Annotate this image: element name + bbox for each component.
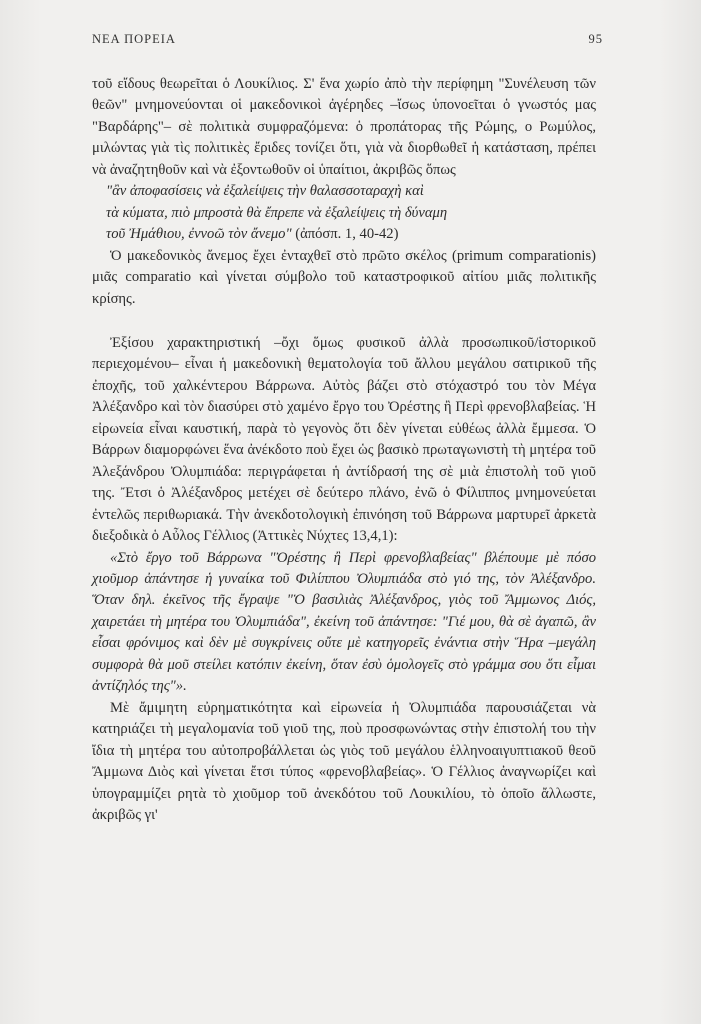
paragraph-2: Ὁ μακεδονικὸς ἄνεμος ἔχει ἐνταχθεῖ στὸ πρῶτο σκέλος (primum comparationis) μιᾶς comparatio καὶ γίνεται σύμβολο τοῦ καταστροφικοῦ αἰτίου μιᾶς πολιτικῆς κρίσης. (92, 247, 596, 307)
verse-line-3-text: τοῦ Ἠμάθιου, ἐννοῶ τὸν ἄνεμο" (106, 226, 292, 243)
paragraph-1: τοῦ εἴδους θεωρεῖται ὁ Λουκίλιος. Σ' ἕνα χωρίο ἀπὸ τὴν περίφημη "Συνέλευση τῶν θεῶν" μνημονεύονται οἱ μακεδονικοὶ ἀγέρηδες –ἴσως ὑπονοεῖται ὁ γνωστός μας "Βαρδάρης"– σὲ πολιτικὰ συμφραζόμενα: ὁ προπάτορας τῆς Ρώμης, ο Ρωμύλος, μιλώντας γιὰ τὶς πολιτικὲς ἔριδες τονίζει ὅτι, γιὰ νὰ διορθωθεῖ ἡ κατάσταση, πρέπει νὰ ἀναζητηθοῦν καὶ νὰ ἐξοντωθοῦν οἱ ὑπαίτιοι, ἀκριβῶς ὅπως (92, 76, 596, 178)
block-quote: «Στὸ ἔργο τοῦ Βάρρωνα "Ὀρέστης ἢ Περὶ φρενοβλαβείας" βλέπουμε μὲ πόσο χιοῦμορ ἀπάντησε ἡ γυναίκα τοῦ Φιλίππου Ὀλυμπιάδα στὸ γιό της, τὸν Ἀλέξανδρο. Ὅταν δηλ. ἐκεῖνος τῆς ἔγραψε "Ὁ βασιλιὰς Ἀλέξανδρος, γιὸς τοῦ Ἄμμωνος Διός, χαιρετάει τὴ μητέρα του Ὀλυμπιάδα", ἐκείνη τοῦ ἀπάντησε: "Γιέ μου, θὰ σὲ ἀγαπῶ, ἂν εἶσαι φρόνιμος καὶ δὲν μὲ συγκρίνεις οὔτε μὲ κατηγορεῖς ἐνάντια στὴν Ἥρα –μεγάλη συμφορὰ θὰ μοῦ στείλει κατόπιν ἐκείνη, ὅταν ἐσὺ ὁμολογεῖς στὸ γράμμα σου ὅτι εἶμαι ἀντίζηλός της"». (92, 549, 596, 695)
verse-line-1: "ἂν ἀποφασίσεις νὰ ἐξαλείψεις τὴν θαλασσοταραχὴ καὶ (106, 183, 424, 200)
paragraph-3: Ἐξίσου χαρακτηριστική –ὄχι ὅμως φυσικοῦ ἀλλὰ προσωπικοῦ/ἱστορικοῦ περιεχομένου– εἶναι ἡ μακεδονικὴ θεματολογία τοῦ ἄλλου μεγάλου σατιρικοῦ τῆς ἐποχῆς, τοῦ χαλκέντερου Βάρρωνα. Αὐτὸς βάζει στὸ στόχαστρό του τὸν Μέγα Ἀλέξανδρο καὶ τὸν διασύρει στὸ χαμένο ἔργο του Ὀρέστης ἢ Περὶ φρενοβλαβείας. Ἡ εἰρωνεία εἶναι καυστική, παρὰ τὸ γεγονὸς ὅτι δὲν γίνεται εὐθέως ἀλλὰ ἔμμεσα. Ὁ Βάρρων διαμορφώνει ἕνα ἀνέκδοτο ποὺ ἔχει ὡς βασικὸ πρωταγωνιστὴ τὴ μητέρα τοῦ Ἀλεξάνδρου Ὀλυμπιάδα: περιγράφεται ἡ ἀντίδρασή της σὲ μιὰ ἐπιστολὴ τοῦ γιοῦ της. Ἔτσι ὁ Ἀλέξανδρος μετέχει σὲ δεύτερο πλάνο, ἐνῶ ὁ Φίλιππος μνημονεύεται ἐντελῶς περιθωριακά. Τὴν ἀνεκδοτολογικὴ ἐπινόηση τοῦ Βάρρωνα μαρτυρεῖ ἀρκετὰ διεξοδικὰ ὁ Αὖλος Γέλλιος (Ἀττικὲς Νύχτες 13,4,1): (92, 334, 596, 545)
page-body (92, 74, 596, 826)
section-gap (92, 310, 596, 333)
running-title: ΝΕΑ ΠΟΡΕΙΑ (92, 32, 176, 46)
verse-reference: (ἀπόσπ. 1, 40-42) (291, 226, 399, 243)
page-number: 95 (588, 32, 603, 46)
verse-line-2: τὰ κύματα, πιὸ μπροστὰ θὰ ἔπρεπε νὰ ἐξαλείψεις τὴ δύναμη (106, 204, 448, 221)
verse-line-3 (92, 224, 596, 245)
paragraph-4: Μὲ ἄμιμητη εὐρηματικότητα καὶ εἰρωνεία ἡ Ὀλυμπιάδα παρουσιάζεται νὰ κατηριάζει τὴ μεγαλομανία τοῦ γιοῦ της, ποὺ προσφωνώντας στὴν ἐπιστολή του τὴν ἴδια τὴ μητέρα του αὐτοπροβάλλεται ὡς γιὸς τοῦ μεγάλου ἑλληνοαιγυπτιακοῦ θεοῦ Ἄμμωνα Διὸς καὶ γίνεται ἔτσι τύπος «φρενοβλαβείας». Ὁ Γέλλιος ἀναγνωρίζει καὶ ὑπογραμμίζει ρητὰ τὸ χιοῦμορ τοῦ ἀνεκδότου τοῦ Λουκιλίου, τὸ ὁποῖο ἄλλωστε, ἀκριβῶς γι' (92, 699, 596, 823)
